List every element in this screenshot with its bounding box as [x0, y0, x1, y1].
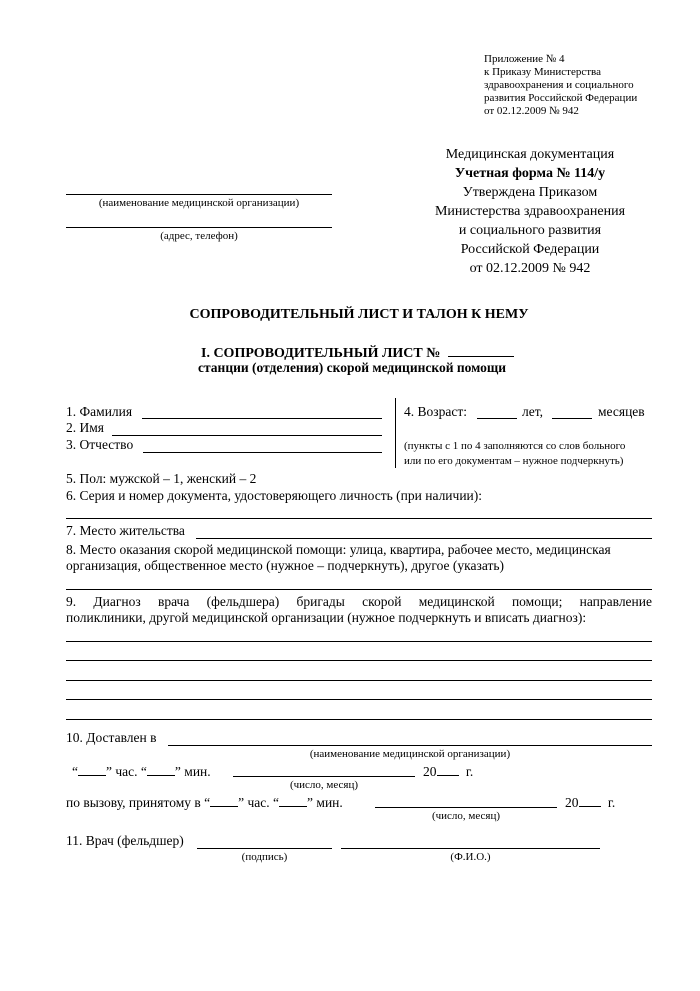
- patronymic-label: 3. Отчество: [66, 437, 134, 452]
- sex-label: 5. Пол: мужской – 1, женский – 2: [66, 471, 257, 486]
- approval-block: [415, 146, 645, 279]
- place-field[interactable]: [66, 589, 652, 590]
- year-suffix: г.: [465, 764, 474, 779]
- section-title-text: I. СОПРОВОДИТЕЛЬНЫЙ ЛИСТ №: [201, 346, 441, 361]
- section-subtitle: станции (отделения) скорой медицинской помощи: [198, 360, 507, 375]
- age-months-field[interactable]: [552, 418, 592, 419]
- doctor-label: 11. Врач (фельдшер): [66, 833, 184, 848]
- approval-line: Медицинская документация: [445, 147, 615, 162]
- appendix-block: [484, 53, 637, 118]
- diagnosis-field[interactable]: [66, 699, 652, 700]
- appendix-line: к Приказу Министерства: [484, 66, 601, 78]
- hour-label: час.: [247, 795, 270, 810]
- call-date-field[interactable]: [375, 807, 557, 808]
- by-call-label: по вызову, принятому в: [66, 795, 201, 810]
- place-label-line1: 8. Место оказания скорой медицинской помощи: улица, квартира, рабочее место, медицинская: [66, 542, 611, 557]
- diagnosis-label-line1-text: 9. Диагноз врача (фельдшера) бригады скорой медицинской помощи; направление: [66, 594, 652, 609]
- diagnosis-label-line2: поликлиники, другой медицинской организации (нужное подчеркнуть и вписать диагноз):: [66, 610, 587, 625]
- appendix-line: Приложение № 4: [484, 53, 565, 65]
- delivery-date-caption: (число, месяц): [289, 779, 359, 791]
- form-number: Учетная форма № 114/у: [454, 166, 606, 181]
- year-prefix: 20: [565, 795, 579, 810]
- quote-close: ”: [238, 795, 245, 810]
- year-prefix: 20: [423, 764, 437, 779]
- diagnosis-field[interactable]: [66, 660, 652, 661]
- approval-line: Российской Федерации: [460, 242, 600, 257]
- document-field[interactable]: [66, 518, 652, 519]
- column-divider: [395, 398, 396, 468]
- fio-field[interactable]: [341, 848, 600, 849]
- quote-close: ”: [307, 795, 314, 810]
- delivered-label: 10. Доставлен в: [66, 730, 157, 745]
- quote-close: ”: [174, 764, 181, 779]
- year-suffix: г.: [607, 795, 616, 810]
- delivery-minute-field[interactable]: [147, 763, 175, 776]
- residence-label: 7. Место жительства: [66, 523, 185, 538]
- delivery-year-field[interactable]: [437, 763, 459, 776]
- org-address-caption: (адрес, телефон): [160, 230, 238, 242]
- approval-line: и социального развития: [458, 223, 602, 238]
- fio-caption: (Ф.И.О.): [450, 851, 491, 863]
- quote-open: “: [140, 764, 147, 779]
- delivery-date-field[interactable]: [233, 776, 415, 777]
- surname-label: 1. Фамилия: [66, 404, 133, 419]
- diagnosis-field[interactable]: [66, 680, 652, 681]
- years-label: лет,: [522, 404, 543, 419]
- approval-line: Утверждена Приказом: [462, 185, 598, 200]
- age-label: 4. Возраст:: [404, 404, 467, 419]
- call-hour-field[interactable]: [210, 794, 238, 807]
- surname-field[interactable]: [142, 418, 382, 419]
- call-minute-field[interactable]: [279, 794, 307, 807]
- quote-open: “: [204, 795, 211, 810]
- appendix-line: развития Российской Федерации: [484, 92, 638, 104]
- hour-label: час.: [115, 764, 138, 779]
- fill-note-line1: (пункты с 1 по 4 заполняются со слов больного: [404, 440, 626, 452]
- patronymic-field[interactable]: [143, 452, 382, 453]
- delivered-field[interactable]: [168, 745, 652, 746]
- diagnosis-field[interactable]: [66, 719, 652, 720]
- signature-field[interactable]: [197, 848, 332, 849]
- appendix-line: от 02.12.2009 № 942: [484, 105, 579, 117]
- min-label: мин.: [184, 764, 211, 779]
- approval-line: Министерства здравоохранения: [434, 204, 626, 219]
- appendix-line: здравоохранения и социального: [484, 79, 634, 91]
- age-years-field[interactable]: [477, 418, 517, 419]
- org-name-line[interactable]: [66, 194, 332, 195]
- org-name-caption: (наименование медицинской организации): [98, 197, 300, 209]
- delivery-hour-field[interactable]: [78, 763, 106, 776]
- quote-close: ”: [106, 764, 112, 779]
- diagnosis-field[interactable]: [66, 641, 652, 642]
- call-time-row: [66, 794, 343, 811]
- quote-open: “: [72, 764, 78, 779]
- delivered-caption: (наименование медицинской организации): [309, 748, 511, 760]
- sheet-number-field[interactable]: [448, 343, 514, 357]
- call-date-caption: (число, месяц): [431, 810, 501, 822]
- signature-caption: (подпись): [241, 851, 288, 863]
- months-label: месяцев: [598, 404, 645, 419]
- name-label: 2. Имя: [66, 420, 105, 435]
- delivery-year: [423, 763, 473, 780]
- residence-field[interactable]: [196, 538, 652, 539]
- org-address-line[interactable]: [66, 227, 332, 228]
- name-field[interactable]: [112, 435, 382, 436]
- call-year-field[interactable]: [579, 794, 601, 807]
- approval-line: от 02.12.2009 № 942: [469, 261, 591, 276]
- fill-note-line2: или по его документам – нужное подчеркнуть): [404, 455, 624, 467]
- delivery-time-row: [72, 763, 211, 780]
- place-label-line2: организация, общественное место (нужное – подчеркнуть), другое (указать): [66, 558, 505, 573]
- quote-open: “: [273, 795, 280, 810]
- diagnosis-label-line1: [66, 594, 652, 610]
- min-label: мин.: [316, 795, 343, 810]
- call-year: [565, 794, 615, 811]
- main-title: СОПРОВОДИТЕЛЬНЫЙ ЛИСТ И ТАЛОН К НЕМУ: [189, 307, 529, 322]
- document-label: 6. Серия и номер документа, удостоверяющего личность (при наличии):: [66, 488, 483, 503]
